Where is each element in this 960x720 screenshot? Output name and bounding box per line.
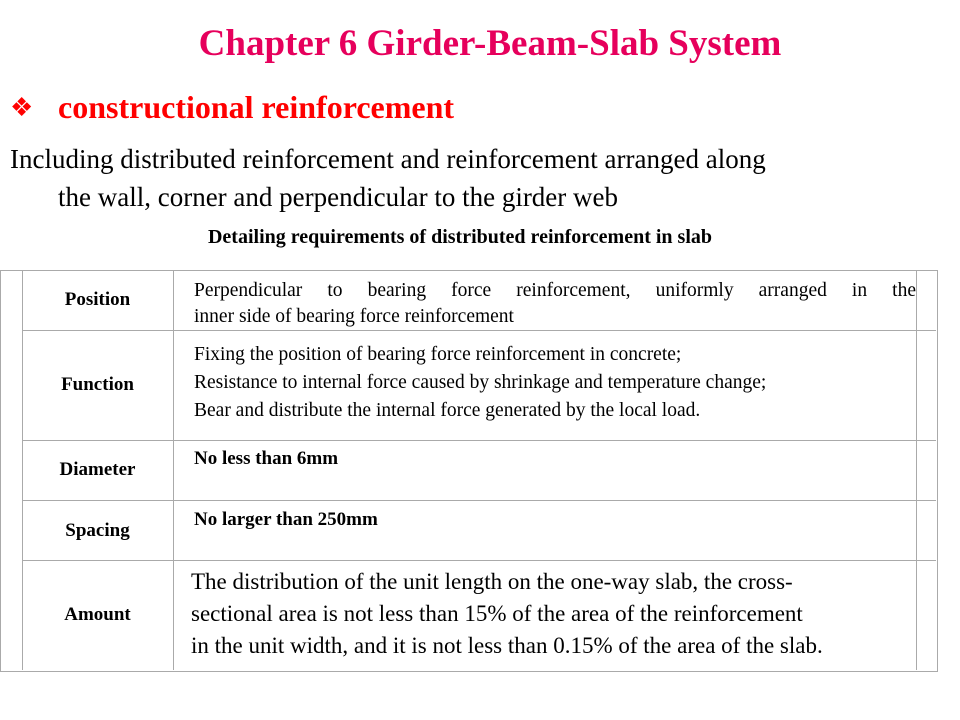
row-value-diameter: No less than 6mm	[194, 448, 339, 469]
divider	[22, 440, 936, 441]
intro-line: the wall, corner and perpendicular to the girder web	[58, 182, 619, 212]
value-line: inner side of bearing force reinforcement	[194, 306, 514, 327]
table-caption: Detailing requirements of distributed reinforcement in slab	[207, 226, 713, 248]
section-heading: constructional reinforcement	[58, 89, 455, 125]
slide-title: Chapter 6 Girder-Beam-Slab System	[198, 23, 782, 64]
value-line: sectional area is not less than 15% of the area of the reinforcement	[191, 601, 803, 626]
value-line: in the unit width, and it is not less than 0.15% of the area of the slab.	[191, 633, 823, 658]
intro-paragraph	[10, 140, 940, 216]
divider	[22, 500, 936, 501]
value-line: Bear and distribute the internal force generated by the local load.	[194, 400, 701, 421]
row-label-spacing: Spacing	[65, 520, 130, 541]
intro-line: Including distributed reinforcement and reinforcement arranged along	[10, 144, 766, 174]
row-value-amount	[191, 566, 931, 662]
row-value-spacing: No larger than 250mm	[194, 509, 378, 530]
row-label-function: Function	[61, 374, 134, 395]
divider	[22, 560, 936, 561]
row-value-position	[194, 277, 916, 331]
row-label-position: Position	[64, 289, 131, 310]
value-line: The distribution of the unit length on the one-way slab, the cross-	[191, 569, 793, 594]
value-line: Perpendicular to bearing force reinforcement, uniformly arranged in the	[194, 280, 916, 301]
diamond-bullet-icon: ❖	[10, 93, 34, 122]
row-label-diameter: Diameter	[59, 459, 136, 480]
row-label-amount: Amount	[64, 604, 131, 625]
value-line: Fixing the position of bearing force reinforcement in concrete;	[194, 344, 682, 365]
row-value-function	[194, 341, 916, 425]
value-line: Resistance to internal force caused by shrinkage and temperature change;	[194, 372, 767, 393]
